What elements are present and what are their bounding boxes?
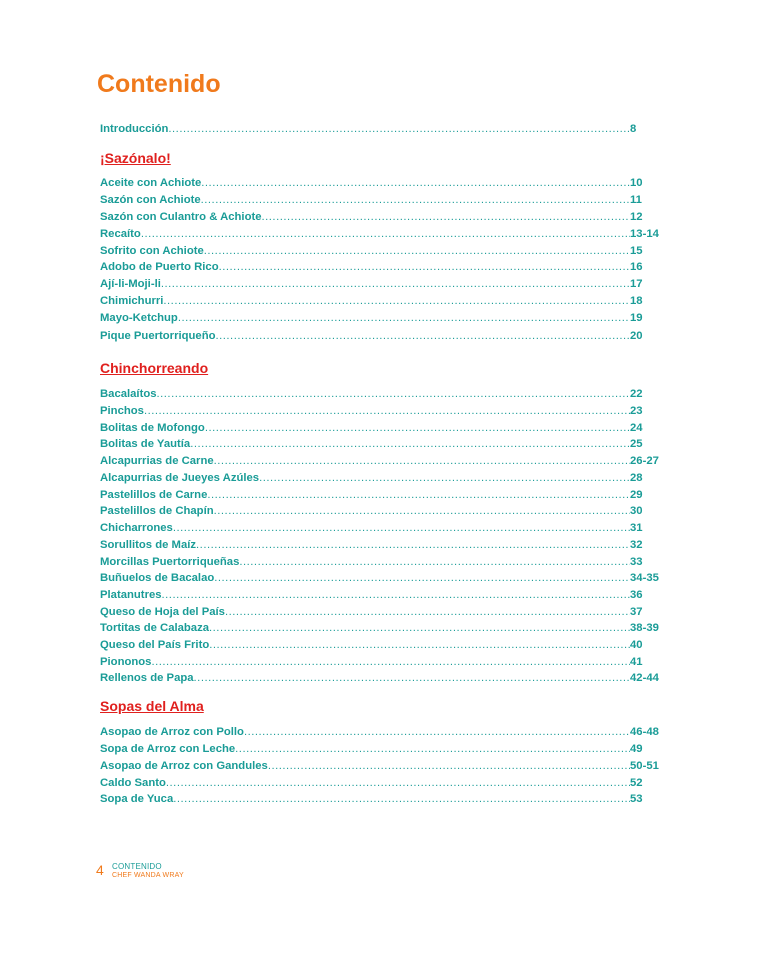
entry-label: Alcapurrias de Jueyes Azúles xyxy=(100,472,260,484)
dot-leader xyxy=(262,211,630,224)
toc-entry xyxy=(100,211,662,224)
entry-label: Pastelillos de Chapín xyxy=(100,505,214,517)
dot-leader xyxy=(161,278,630,291)
page-title: Contenido xyxy=(97,70,221,98)
dot-leader xyxy=(268,760,630,773)
entry-page: 33 xyxy=(630,556,643,568)
toc-entry xyxy=(100,505,662,518)
dot-leader xyxy=(162,589,630,602)
entry-label: Morcillas Puertorriqueñas xyxy=(100,556,240,568)
toc-entry xyxy=(100,245,662,258)
dot-leader xyxy=(209,639,630,652)
section-heading-sazonalo: ¡Sazónalo! xyxy=(100,150,171,166)
entry-page: 13-14 xyxy=(630,228,659,240)
entry-label: Adobo de Puerto Rico xyxy=(100,261,219,273)
dot-leader xyxy=(144,405,630,418)
entry-label: Bolitas de Yautía xyxy=(100,438,191,450)
dot-leader xyxy=(157,388,630,401)
entry-label: Sorullitos de Maíz xyxy=(100,539,197,551)
toc-entry xyxy=(100,622,662,635)
toc-entry xyxy=(100,522,662,535)
toc-entry xyxy=(100,330,662,343)
entry-label: Chicharrones xyxy=(100,522,173,534)
dot-leader xyxy=(259,472,630,485)
dot-leader xyxy=(141,228,630,241)
entry-label: Bolitas de Mofongo xyxy=(100,422,205,434)
entry-page: 34-35 xyxy=(630,572,659,584)
toc-entry xyxy=(100,760,662,773)
entry-label: Pinchos xyxy=(100,405,144,417)
dot-leader xyxy=(196,539,630,552)
section-heading-sopas-del-alma: Sopas del Alma xyxy=(100,698,204,714)
dot-leader xyxy=(163,295,630,308)
entry-label: Asopao de Arroz con Pollo xyxy=(100,726,244,738)
toc-entry xyxy=(100,438,662,451)
dot-leader xyxy=(151,656,630,669)
toc-entry xyxy=(100,777,662,790)
dot-leader xyxy=(190,438,630,451)
entry-page: 19 xyxy=(630,312,643,324)
entry-page: 23 xyxy=(630,405,643,417)
section-heading-chinchorreando: Chinchorreando xyxy=(100,360,209,376)
dot-leader xyxy=(207,489,630,502)
dot-leader xyxy=(214,455,630,468)
entry-label: Sopa de Arroz con Leche xyxy=(100,743,236,755)
entry-label: Introducción xyxy=(100,123,169,135)
entry-label: Bacalaítos xyxy=(100,388,157,400)
entry-page: 36 xyxy=(630,589,643,601)
entry-label: Buñuelos de Bacalao xyxy=(100,572,215,584)
entry-page: 50-51 xyxy=(630,760,659,772)
toc-entry xyxy=(100,726,662,739)
entry-label: Queso de Hoja del País xyxy=(100,606,225,618)
dot-leader xyxy=(244,726,630,739)
footer-section-label: CONTENIDO xyxy=(112,862,162,871)
toc-entry-introduccion xyxy=(100,123,662,136)
toc-entry xyxy=(100,556,662,569)
entry-page: 52 xyxy=(630,777,643,789)
dot-leader xyxy=(166,777,630,790)
toc-entry xyxy=(100,672,662,685)
dot-leader xyxy=(235,743,630,756)
toc-entry xyxy=(100,539,662,552)
entry-label: Asopao de Arroz con Gandules xyxy=(100,760,268,772)
dot-leader xyxy=(214,572,630,585)
entry-label: Alcapurrias de Carne xyxy=(100,455,214,467)
entry-page: 29 xyxy=(630,489,643,501)
entry-page: 18 xyxy=(630,295,643,307)
entry-page: 15 xyxy=(630,245,643,257)
entry-page: 31 xyxy=(630,522,643,534)
entry-label: Chimichurri xyxy=(100,295,164,307)
dot-leader xyxy=(239,556,630,569)
entry-label: Aceite con Achiote xyxy=(100,177,202,189)
toc-entry xyxy=(100,793,662,806)
dot-leader xyxy=(205,422,630,435)
toc-entry xyxy=(100,228,662,241)
entry-page: 53 xyxy=(630,793,643,805)
entry-page: 49 xyxy=(630,743,643,755)
toc-entry xyxy=(100,388,662,401)
entry-page: 28 xyxy=(630,472,643,484)
entry-label: Piononos xyxy=(100,656,152,668)
dot-leader xyxy=(219,261,630,274)
entry-page: 12 xyxy=(630,211,643,223)
entry-page: 42-44 xyxy=(630,672,659,684)
entry-page: 20 xyxy=(630,330,643,342)
toc-entry xyxy=(100,194,662,207)
toc-entry xyxy=(100,743,662,756)
dot-leader xyxy=(225,606,630,619)
entry-label: Sofrito con Achiote xyxy=(100,245,204,257)
toc-entry xyxy=(100,278,662,291)
dot-leader xyxy=(216,330,631,343)
entry-label: Ají-li-Moji-li xyxy=(100,278,161,290)
entry-page: 17 xyxy=(630,278,643,290)
entry-page: 30 xyxy=(630,505,643,517)
toc-entry xyxy=(100,472,662,485)
toc-entry xyxy=(100,489,662,502)
entry-page: 22 xyxy=(630,388,643,400)
entry-page: 46-48 xyxy=(630,726,659,738)
entry-label: Pique Puertorriqueño xyxy=(100,330,216,342)
dot-leader xyxy=(201,177,630,190)
entry-label: Queso del País Frito xyxy=(100,639,210,651)
entry-page: 10 xyxy=(630,177,643,189)
dot-leader xyxy=(173,522,630,535)
toc-entry xyxy=(100,589,662,602)
entry-page: 8 xyxy=(630,123,637,135)
entry-label: Pastelillos de Carne xyxy=(100,489,208,501)
entry-page: 40 xyxy=(630,639,643,651)
toc-entry xyxy=(100,572,662,585)
entry-label: Rellenos de Papa xyxy=(100,672,194,684)
entry-page: 11 xyxy=(630,194,642,206)
dot-leader xyxy=(201,194,630,207)
toc-entry xyxy=(100,656,662,669)
entry-page: 16 xyxy=(630,261,643,273)
entry-label: Recaíto xyxy=(100,228,141,240)
dot-leader xyxy=(173,793,630,806)
toc-entry xyxy=(100,455,662,468)
toc-entry xyxy=(100,639,662,652)
entry-label: Sazón con Culantro & Achiote xyxy=(100,211,262,223)
dot-leader xyxy=(214,505,630,518)
footer-page-number: 4 xyxy=(96,862,104,878)
entry-label: Sopa de Yuca xyxy=(100,793,174,805)
toc-entry xyxy=(100,312,662,325)
entry-page: 41 xyxy=(630,656,643,668)
toc-entry xyxy=(100,422,662,435)
toc-entry xyxy=(100,606,662,619)
entry-page: 38-39 xyxy=(630,622,659,634)
entry-label: Platanutres xyxy=(100,589,162,601)
entry-label: Mayo-Ketchup xyxy=(100,312,178,324)
dot-leader xyxy=(204,245,630,258)
dot-leader xyxy=(194,672,630,685)
toc-entry xyxy=(100,405,662,418)
entry-label: Sazón con Achiote xyxy=(100,194,201,206)
entry-label: Caldo Santo xyxy=(100,777,166,789)
toc-entry xyxy=(100,177,662,190)
toc-entry xyxy=(100,295,662,308)
footer-author: CHEF WANDA WRAY xyxy=(112,872,184,879)
entry-label: Tortitas de Calabaza xyxy=(100,622,210,634)
dot-leader xyxy=(209,622,630,635)
entry-page: 37 xyxy=(630,606,643,618)
entry-page: 32 xyxy=(630,539,643,551)
dot-leader xyxy=(178,312,630,325)
entry-page: 25 xyxy=(630,438,643,450)
entry-page: 26-27 xyxy=(630,455,659,467)
entry-page: 24 xyxy=(630,422,643,434)
dot-leader xyxy=(168,123,630,136)
toc-entry xyxy=(100,261,662,274)
